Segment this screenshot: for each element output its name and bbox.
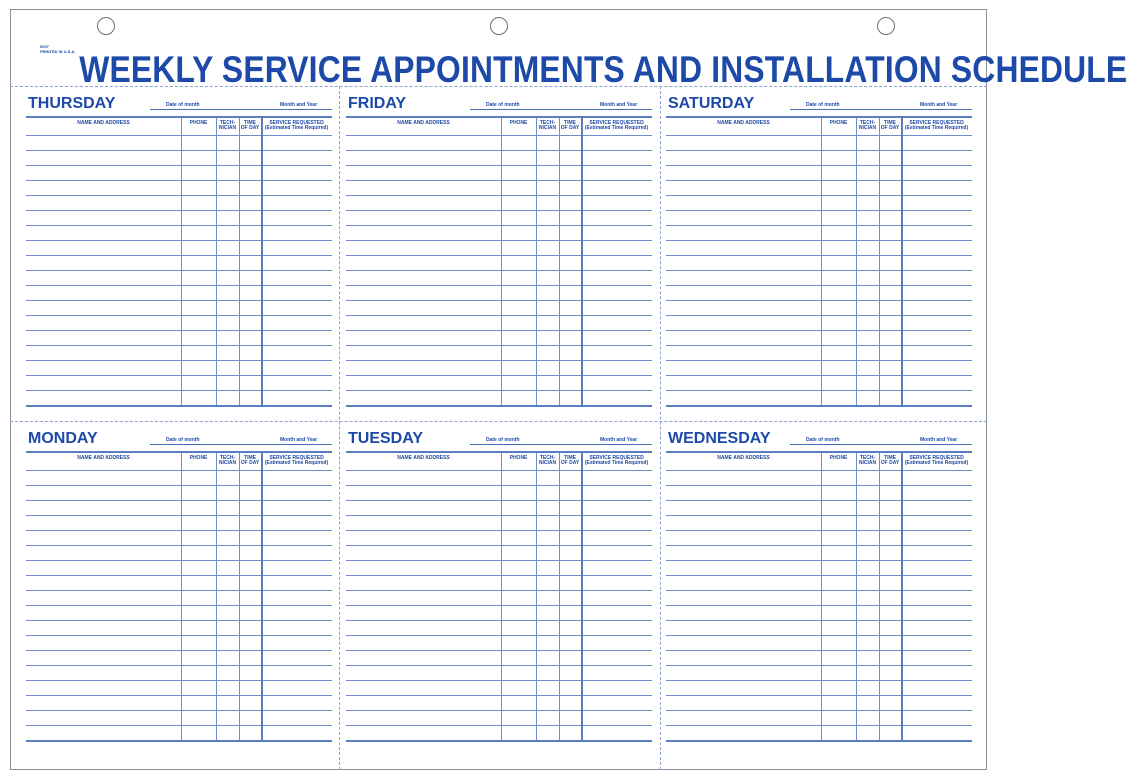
col-header-name-address-text: NAME AND ADDRESS [717, 455, 770, 461]
col-header-name-address-text: NAME AND ADDRESS [717, 120, 770, 126]
entry-row-line [26, 210, 332, 211]
entry-row-line [666, 315, 972, 316]
col-header-time [879, 456, 901, 466]
entry-row-line [346, 560, 652, 561]
date-of-month-label: Date of month [806, 102, 840, 108]
entry-row-line [26, 545, 332, 546]
entry-row-line [666, 300, 972, 301]
col-header-service-text: SERVICE REQUESTED [269, 120, 324, 126]
col-header-phone-text: PHONE [829, 455, 848, 461]
col-header-service-text: SERVICE REQUESTED [909, 120, 964, 126]
col-header-technician-text: TECH- [859, 455, 876, 461]
entry-row-line [26, 560, 332, 561]
column-divider [901, 118, 903, 405]
col-header-phone-text: PHONE [189, 120, 208, 126]
entry-row-line [346, 545, 652, 546]
column-divider [536, 118, 537, 405]
entry-row-line [346, 605, 652, 606]
date-of-month-label: Date of month [806, 437, 840, 443]
col-header-technician [216, 456, 239, 466]
entry-row-line [26, 500, 332, 501]
entry-row-line [666, 545, 972, 546]
entry-row-line [346, 225, 652, 226]
date-of-month-label: Date of month [486, 437, 520, 443]
col-header-time-text: OF DAY [560, 460, 580, 466]
col-header-service [901, 121, 972, 131]
col-header-name-address [26, 456, 181, 461]
appointment-grid [26, 451, 332, 466]
month-year-label: Month and Year [920, 437, 958, 443]
col-header-name-address-text: NAME AND ADDRESS [397, 120, 450, 126]
perforation-vertical-2 [660, 86, 661, 770]
col-header-technician-text: TECH- [219, 120, 236, 126]
entry-row-line [666, 635, 972, 636]
col-header-service-text: SERVICE REQUESTED [589, 455, 644, 461]
col-header-service-text: (Estimated Time Required) [904, 125, 969, 131]
col-header-service-text: (Estimated Time Required) [264, 125, 329, 131]
entry-row-line [26, 515, 332, 516]
entry-row-line [26, 390, 332, 391]
column-divider [239, 118, 240, 405]
grid-bottom-rule [666, 740, 972, 742]
entry-row-line [26, 575, 332, 576]
col-header-time-text: OF DAY [240, 460, 260, 466]
col-header-technician [856, 456, 879, 466]
entry-row-line [346, 500, 652, 501]
punch-hole-left [97, 17, 115, 35]
col-header-name-address [346, 456, 501, 461]
entry-row-line [346, 725, 652, 726]
entry-row-line [666, 665, 972, 666]
col-header-phone-text: PHONE [509, 120, 528, 126]
printer-imprint [40, 44, 76, 54]
entry-row-line [666, 590, 972, 591]
col-header-technician-text: NICIAN [538, 125, 557, 131]
column-divider [501, 453, 502, 740]
entry-row-line [666, 515, 972, 516]
col-header-name-address [346, 121, 501, 126]
col-header-time-text: TIME [564, 120, 576, 126]
day-heading: THURSDAY [28, 95, 116, 112]
entry-row-line [26, 300, 332, 301]
entry-row-line [346, 695, 652, 696]
column-divider [821, 118, 822, 405]
entry-row-line [666, 330, 972, 331]
entry-row-line [346, 195, 652, 196]
col-header-time-text: OF DAY [560, 125, 580, 131]
entry-row-line [346, 150, 652, 151]
entry-row-line [346, 515, 652, 516]
col-header-technician-text: NICIAN [538, 460, 557, 466]
column-divider [559, 118, 560, 405]
date-line [790, 109, 972, 110]
col-header-time-text: OF DAY [240, 125, 260, 131]
entry-row-line [346, 255, 652, 256]
entry-row-line [26, 150, 332, 151]
entry-row-line [346, 575, 652, 576]
entry-row-line [26, 360, 332, 361]
column-divider [581, 118, 583, 405]
date-of-month-label: Date of month [166, 437, 200, 443]
grid-bottom-rule [346, 405, 652, 407]
entry-row-line [26, 270, 332, 271]
col-header-service [261, 456, 332, 466]
header-rule [346, 135, 652, 136]
entry-row-line [26, 195, 332, 196]
entry-row-line [666, 485, 972, 486]
col-header-time-text: OF DAY [880, 125, 900, 131]
col-header-service-text: SERVICE REQUESTED [909, 455, 964, 461]
col-header-phone [181, 456, 216, 461]
entry-row-line [26, 635, 332, 636]
entry-row-line [346, 620, 652, 621]
column-divider [216, 118, 217, 405]
col-header-service-text: (Estimated Time Required) [584, 460, 649, 466]
entry-row-line [26, 240, 332, 241]
entry-row-line [666, 695, 972, 696]
entry-row-line [26, 710, 332, 711]
entry-row-line [346, 345, 652, 346]
entry-row-line [26, 605, 332, 606]
column-divider [239, 453, 240, 740]
appointment-grid [346, 116, 652, 131]
col-header-name-address-text: NAME AND ADDRESS [77, 120, 130, 126]
col-header-service [261, 121, 332, 131]
date-of-month-label: Date of month [166, 102, 200, 108]
entry-row-line [346, 375, 652, 376]
col-header-name-address [26, 121, 181, 126]
col-header-phone [501, 121, 536, 126]
column-divider [261, 453, 263, 740]
col-header-service [581, 121, 652, 131]
col-header-time [559, 456, 581, 466]
entry-row-line [346, 180, 652, 181]
entry-row-line [666, 225, 972, 226]
column-divider [856, 118, 857, 405]
perforation-vertical-1 [339, 86, 340, 770]
col-header-technician-text: TECH- [859, 120, 876, 126]
entry-row-line [666, 285, 972, 286]
column-divider [856, 453, 857, 740]
header-rule [26, 470, 332, 471]
column-divider [581, 453, 583, 740]
entry-row-line [666, 195, 972, 196]
month-year-label: Month and Year [600, 102, 638, 108]
perforation-middle [10, 421, 987, 422]
col-header-phone-text: PHONE [829, 120, 848, 126]
col-header-technician-text: NICIAN [858, 460, 877, 466]
date-line [470, 444, 652, 445]
col-header-time-text: TIME [884, 455, 896, 461]
col-header-time-text: TIME [244, 455, 256, 461]
entry-row-line [346, 710, 652, 711]
header-rule [666, 470, 972, 471]
col-header-technician-text: TECH- [539, 455, 556, 461]
col-header-phone [821, 456, 856, 461]
column-divider [536, 453, 537, 740]
entry-row-line [666, 150, 972, 151]
entry-row-line [346, 665, 652, 666]
grid-bottom-rule [26, 405, 332, 407]
entry-row-line [346, 330, 652, 331]
col-header-technician-text: NICIAN [858, 125, 877, 131]
entry-row-line [26, 650, 332, 651]
entry-row-line [666, 180, 972, 181]
day-heading: TUESDAY [348, 430, 423, 447]
col-header-technician-text: NICIAN [218, 125, 237, 131]
col-header-technician-text: NICIAN [218, 460, 237, 466]
perforation-top [10, 86, 987, 87]
entry-row-line [26, 285, 332, 286]
month-year-label: Month and Year [600, 437, 638, 443]
entry-row-line [666, 725, 972, 726]
column-divider [501, 118, 502, 405]
entry-row-line [26, 180, 332, 181]
col-header-time [239, 456, 261, 466]
col-header-time-text: TIME [884, 120, 896, 126]
entry-row-line [666, 500, 972, 501]
header-rule [26, 135, 332, 136]
appointment-grid [26, 116, 332, 131]
col-header-service-text: SERVICE REQUESTED [589, 120, 644, 126]
entry-row-line [26, 330, 332, 331]
entry-row-line [666, 620, 972, 621]
date-line [150, 444, 332, 445]
entry-row-line [346, 680, 652, 681]
entry-row-line [26, 165, 332, 166]
entry-row-line [666, 360, 972, 361]
appointment-grid [666, 116, 972, 131]
entry-row-line [26, 345, 332, 346]
entry-row-line [26, 530, 332, 531]
col-header-phone [181, 121, 216, 126]
entry-row-line [666, 710, 972, 711]
entry-row-line [666, 345, 972, 346]
col-header-technician [856, 121, 879, 131]
col-header-name-address-text: NAME AND ADDRESS [77, 455, 130, 461]
month-year-label: Month and Year [280, 102, 318, 108]
entry-row-line [346, 590, 652, 591]
entry-row-line [346, 390, 652, 391]
column-divider [181, 118, 182, 405]
entry-row-line [666, 240, 972, 241]
entry-row-line [26, 665, 332, 666]
col-header-time [879, 121, 901, 131]
entry-row-line [666, 605, 972, 606]
date-of-month-label: Date of month [486, 102, 520, 108]
entry-row-line [26, 680, 332, 681]
header-rule [346, 470, 652, 471]
date-line [790, 444, 972, 445]
entry-row-line [26, 725, 332, 726]
col-header-phone [821, 121, 856, 126]
entry-row-line [666, 375, 972, 376]
col-header-time-text: TIME [564, 455, 576, 461]
col-header-time [559, 121, 581, 131]
col-header-name-address [666, 121, 821, 126]
col-header-technician-text: TECH- [539, 120, 556, 126]
col-header-technician [536, 121, 559, 131]
entry-row-line [346, 360, 652, 361]
entry-row-line [346, 650, 652, 651]
imprint-country: PRINTED IN U.S.A. [40, 49, 76, 54]
entry-row-line [26, 255, 332, 256]
grid-bottom-rule [26, 740, 332, 742]
entry-row-line [666, 530, 972, 531]
month-year-label: Month and Year [920, 102, 958, 108]
col-header-phone-text: PHONE [189, 455, 208, 461]
entry-row-line [26, 375, 332, 376]
date-line [150, 109, 332, 110]
grid-bottom-rule [666, 405, 972, 407]
col-header-name-address-text: NAME AND ADDRESS [397, 455, 450, 461]
entry-row-line [666, 390, 972, 391]
entry-row-line [26, 315, 332, 316]
column-divider [181, 453, 182, 740]
col-header-technician-text: TECH- [219, 455, 236, 461]
entry-row-line [26, 695, 332, 696]
column-divider [559, 453, 560, 740]
column-divider [879, 118, 880, 405]
entry-row-line [666, 650, 972, 651]
col-header-service-text: (Estimated Time Required) [584, 125, 649, 131]
entry-row-line [666, 165, 972, 166]
entry-row-line [346, 210, 652, 211]
entry-row-line [346, 285, 652, 286]
col-header-name-address [666, 456, 821, 461]
entry-row-line [666, 255, 972, 256]
entry-row-line [666, 210, 972, 211]
col-header-phone [501, 456, 536, 461]
entry-row-line [346, 485, 652, 486]
entry-row-line [26, 590, 332, 591]
col-header-time-text: TIME [244, 120, 256, 126]
entry-row-line [346, 635, 652, 636]
form-title: WEEKLY SERVICE APPOINTMENTS AND INSTALLATION SCHEDULE [79, 49, 1127, 90]
column-divider [216, 453, 217, 740]
col-header-technician [536, 456, 559, 466]
entry-row-line [346, 240, 652, 241]
entry-row-line [26, 225, 332, 226]
imprint-code: 5007 [40, 44, 49, 49]
appointment-grid [666, 451, 972, 466]
column-divider [821, 453, 822, 740]
appointment-grid [346, 451, 652, 466]
month-year-label: Month and Year [280, 437, 318, 443]
col-header-service [901, 456, 972, 466]
header-rule [666, 135, 972, 136]
col-header-service-text: (Estimated Time Required) [904, 460, 969, 466]
date-line [470, 109, 652, 110]
punch-hole-right [877, 17, 895, 35]
column-divider [261, 118, 263, 405]
entry-row-line [346, 270, 652, 271]
col-header-service-text: (Estimated Time Required) [264, 460, 329, 466]
entry-row-line [26, 485, 332, 486]
column-divider [879, 453, 880, 740]
entry-row-line [666, 560, 972, 561]
entry-row-line [346, 315, 652, 316]
entry-row-line [346, 165, 652, 166]
col-header-time [239, 121, 261, 131]
entry-row-line [26, 620, 332, 621]
grid-bottom-rule [346, 740, 652, 742]
entry-row-line [346, 530, 652, 531]
entry-row-line [666, 575, 972, 576]
day-heading: FRIDAY [348, 95, 407, 112]
entry-row-line [346, 300, 652, 301]
col-header-phone-text: PHONE [509, 455, 528, 461]
column-divider [901, 453, 903, 740]
day-heading: SATURDAY [668, 95, 755, 112]
col-header-service-text: SERVICE REQUESTED [269, 455, 324, 461]
punch-hole-center [490, 17, 508, 35]
day-heading: WEDNESDAY [668, 430, 771, 447]
col-header-service [581, 456, 652, 466]
col-header-technician [216, 121, 239, 131]
col-header-time-text: OF DAY [880, 460, 900, 466]
entry-row-line [666, 680, 972, 681]
entry-row-line [666, 270, 972, 271]
day-heading: MONDAY [28, 430, 98, 447]
